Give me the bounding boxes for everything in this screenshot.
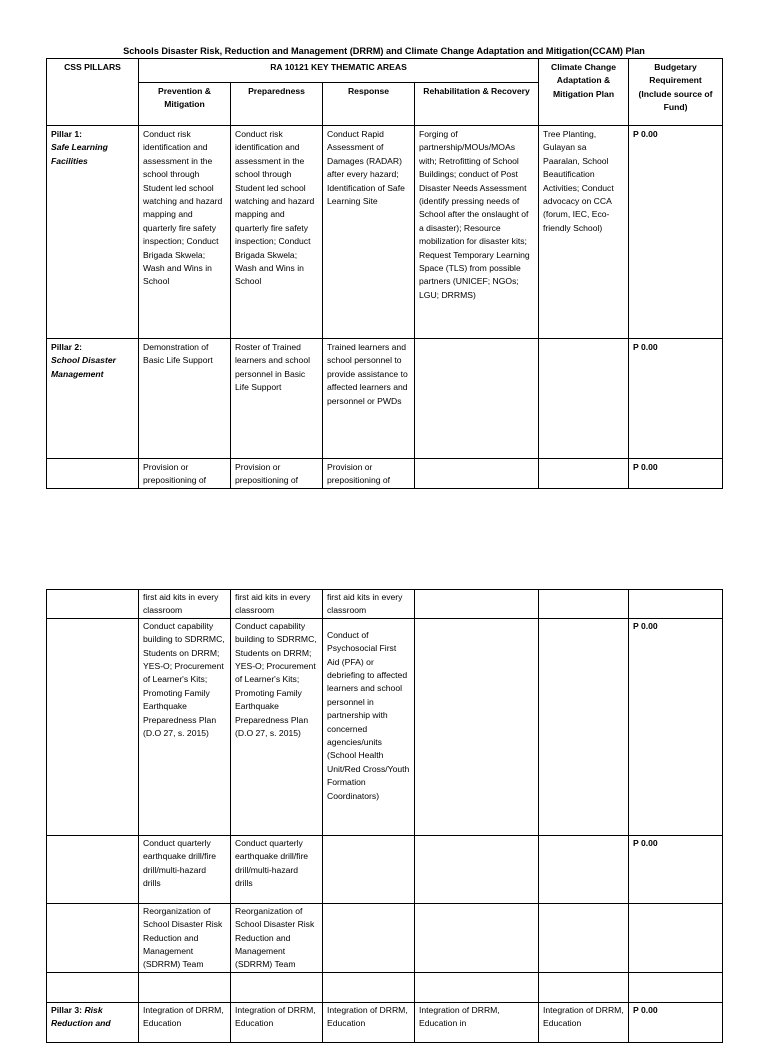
table-row (47, 1002, 723, 1042)
table-row (47, 590, 723, 619)
header-budgetary-requirement: Budgetary Requirement (Include source of Fund) (629, 59, 723, 126)
header-prevention: Prevention & Mitigation (139, 83, 231, 126)
prevention-cell: Demonstration of Basic Life Support (139, 339, 231, 459)
rehabilitation-cell (415, 972, 539, 1002)
preparedness-cell: Provision or prepositioning of (231, 459, 323, 489)
preparedness-cell: Roster of Trained learners and school personnel in Basic Life Support (231, 339, 323, 459)
budget-cell: P 0.00 (629, 618, 723, 835)
budget-cell: P 0.00 (629, 835, 723, 903)
pillar-1-name: Safe Learning Facilities (51, 142, 108, 166)
table-row (47, 618, 723, 835)
preparedness-cell: Reorganization of School Disaster Risk Reduction and Management (SDRRM) Team (231, 903, 323, 972)
table-row (47, 459, 723, 489)
rehabilitation-cell: Integration of DRRM, Education in (415, 1002, 539, 1042)
preparedness-cell: Conduct quarterly earthquake drill/fire drill/multi-hazard drills (231, 835, 323, 903)
climate-cell (539, 590, 629, 619)
prevention-cell: Reorganization of School Disaster Risk Reduction and Management (SDRRM) Team (139, 903, 231, 972)
drrm-plan-table-page-2 (46, 589, 723, 1043)
response-cell: Conduct Rapid Assessment of Damages (RADAR) after every hazard; Identification of Safe Learning Site (323, 126, 415, 339)
table-row (47, 339, 723, 459)
budget-cell (629, 590, 723, 619)
pillar-cell (47, 618, 139, 835)
pillar-cell (47, 972, 139, 1002)
pillar-3-label: Pillar 3: (51, 1004, 83, 1015)
climate-cell (539, 339, 629, 459)
table-row (47, 972, 723, 1002)
climate-cell (539, 835, 629, 903)
header-css-pillars: CSS PILLARS (47, 59, 139, 126)
response-cell: Provision or prepositioning of (323, 459, 415, 489)
prevention-cell: Conduct capability building to SDRRMC, Students on DRRM; YES-O; Procurement of Learner's Kits; Promoting Family Earthquake Preparedness Plan (D.O 27, s. 2015) (139, 618, 231, 835)
budget-cell (629, 903, 723, 972)
header-climate-change-plan: Climate Change Adaptation & Mitigation Plan (539, 59, 629, 126)
document-title: Schools Disaster Risk, Reduction and Management (DRRM) and Climate Change Adaptation and Mitigation(CCAM) Plan (123, 46, 645, 56)
pillar-cell (47, 1002, 139, 1042)
rehabilitation-cell (415, 459, 539, 489)
prevention-cell: Conduct quarterly earthquake drill/fire drill/multi-hazard drills (139, 835, 231, 903)
response-cell (323, 903, 415, 972)
table-row (47, 835, 723, 903)
preparedness-cell: Conduct risk identification and assessment in the school through Student led school watching and hazard mapping and quarterly fire safety inspection; Conduct Brigada Skwela; Wash and Wins in School (231, 126, 323, 339)
response-cell (323, 972, 415, 1002)
climate-cell (539, 459, 629, 489)
response-cell: Integration of DRRM, Education (323, 1002, 415, 1042)
pillar-cell (47, 590, 139, 619)
pillar-1-label: Pillar 1: (51, 129, 83, 139)
preparedness-cell: Conduct capability building to SDRRMC, Students on DRRM; YES-O; Procurement of Learner's Kits; Promoting Family Earthquake Preparedness Plan (D.O 27, s. 2015) (231, 618, 323, 835)
budget-cell: P 0.00 (629, 339, 723, 459)
rehabilitation-cell (415, 618, 539, 835)
budget-cell: P 0.00 (629, 1002, 723, 1042)
pillar-3-name: Risk Reduction and (51, 1004, 111, 1029)
budget-cell: P 0.00 (629, 126, 723, 339)
header-preparedness: Preparedness (231, 83, 323, 126)
pillar-cell (47, 903, 139, 972)
response-cell: Conduct of Psychosocial First Aid (PFA) or debriefing to affected learners and school personnel in partnership with concerned agencies/units (School Health Unit/Red Cross/Youth Formation Coordinators) (323, 618, 415, 835)
prevention-cell: Conduct risk identification and assessment in the school through Student led school watching and hazard mapping and quarterly fire safety inspection; Conduct Brigada Skwela; Wash and Wins in School (139, 126, 231, 339)
drrm-plan-table-page-1 (46, 58, 723, 489)
climate-cell (539, 618, 629, 835)
rehabilitation-cell (415, 590, 539, 619)
climate-cell (539, 972, 629, 1002)
header-response: Response (323, 83, 415, 126)
pillar-cell (47, 126, 139, 339)
header-rehabilitation: Rehabilitation & Recovery (415, 83, 539, 126)
table-row (47, 126, 723, 339)
climate-cell: Tree Planting, Gulayan sa Paaralan, School Beautification Activities; Conduct advocacy on CCA (forum, IEC, Eco-friendly School) (539, 126, 629, 339)
response-cell (323, 835, 415, 903)
climate-cell (539, 903, 629, 972)
pillar-cell (47, 835, 139, 903)
pillar-cell (47, 339, 139, 459)
response-cell: Trained learners and school personnel to provide assistance to affected learners and personnel or PWDs (323, 339, 415, 459)
prevention-cell: first aid kits in every classroom (139, 590, 231, 619)
response-cell: first aid kits in every classroom (323, 590, 415, 619)
preparedness-cell: first aid kits in every classroom (231, 590, 323, 619)
preparedness-cell: Integration of DRRM, Education (231, 1002, 323, 1042)
rehabilitation-cell (415, 339, 539, 459)
rehabilitation-cell (415, 903, 539, 972)
climate-cell: Integration of DRRM, Education (539, 1002, 629, 1042)
budget-cell: P 0.00 (629, 459, 723, 489)
rehabilitation-cell (415, 835, 539, 903)
preparedness-cell (231, 972, 323, 1002)
pillar-2-label: Pillar 2: (51, 342, 83, 352)
prevention-cell (139, 972, 231, 1002)
rehabilitation-cell: Forging of partnership/MOUs/MOAs with; Retrofitting of School Buildings; conduct of Post Disaster Needs Assessment (identify pressing needs of School after the onslaught of a disaster); Resource mobilization for disaster kits; Request Temporary Learning Space (TLS) from possible partners (UNICEF; NGOs; LGU; DRRMS) (415, 126, 539, 339)
table-row (47, 903, 723, 972)
budget-cell (629, 972, 723, 1002)
pillar-cell (47, 459, 139, 489)
prevention-cell: Integration of DRRM, Education (139, 1002, 231, 1042)
prevention-cell: Provision or prepositioning of (139, 459, 231, 489)
pillar-2-name: School Disaster Management (51, 355, 116, 379)
header-key-thematic-areas: RA 10121 KEY THEMATIC AREAS (139, 59, 539, 83)
